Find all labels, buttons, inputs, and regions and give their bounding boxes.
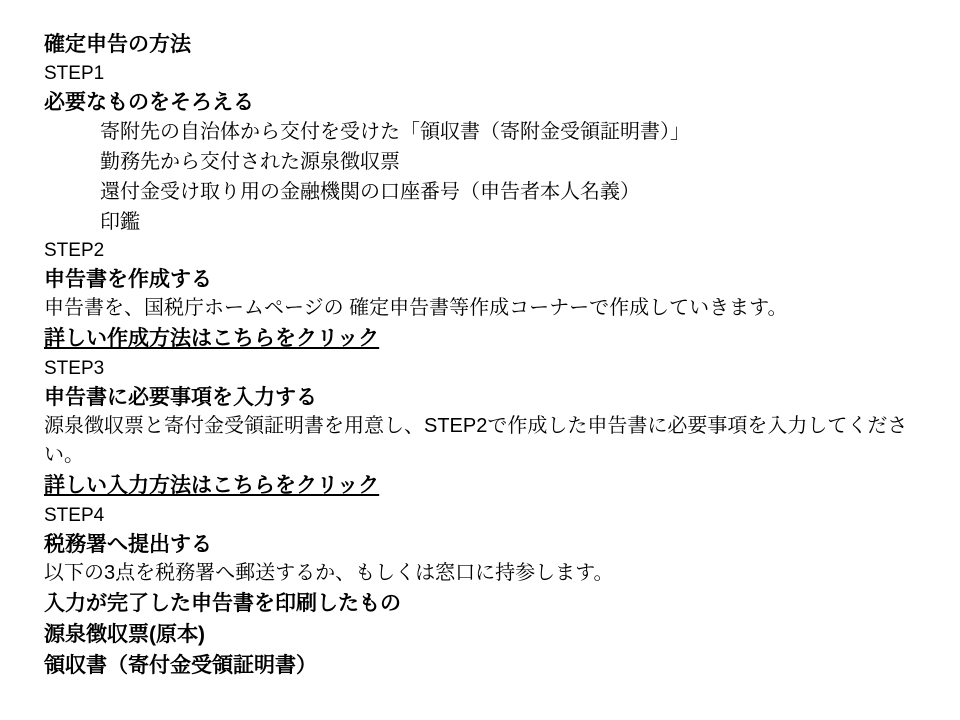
step-body-3: 源泉徴収票と寄付金受領証明書を用意し、STEP2で作成した申告書に必要事項を入力してください。 xyxy=(44,415,908,466)
submission-item: 領収書（寄付金受領証明書） xyxy=(44,654,317,677)
step-heading-2: 申告書を作成する xyxy=(44,268,212,291)
list-item: 印鑑 xyxy=(100,211,140,233)
link-creation-method[interactable]: 詳しい作成方法はこちらをクリック xyxy=(44,327,380,350)
submission-item: 入力が完了した申告書を印刷したもの xyxy=(44,592,401,615)
step-heading-1: 必要なものをそろえる xyxy=(44,91,254,114)
step-label-3: STEP3 xyxy=(44,358,105,379)
step-body-4: 以下の3点を税務署へ郵送するか、もしくは窓口に持参します。 xyxy=(44,562,614,584)
step-link-row-2 xyxy=(44,323,920,355)
link-input-method[interactable]: 詳しい入力方法はこちらをクリック xyxy=(44,474,380,497)
step-label-1: STEP1 xyxy=(44,63,105,84)
step-label-4: STEP4 xyxy=(44,505,105,526)
step-link-row-3 xyxy=(44,470,920,502)
page-title: 確定申告の方法 xyxy=(44,33,191,56)
step-heading-4: 税務署へ提出する xyxy=(44,533,212,556)
step-heading-3: 申告書に必要事項を入力する xyxy=(44,386,317,409)
step-label-2: STEP2 xyxy=(44,240,105,261)
list-item: 寄附先の自治体から交付を受けた「領収書（寄附金受領証明書）」 xyxy=(100,121,690,143)
list-item: 勤務先から交付された源泉徴収票 xyxy=(100,151,400,173)
step-body-2: 申告書を、国税庁ホームページの 確定申告書等作成コーナーで作成していきます。 xyxy=(44,297,788,319)
list-item: 還付金受け取り用の金融機関の口座番号（申告者本人名義） xyxy=(100,181,640,203)
submission-item: 源泉徴収票(原本) xyxy=(44,623,205,646)
